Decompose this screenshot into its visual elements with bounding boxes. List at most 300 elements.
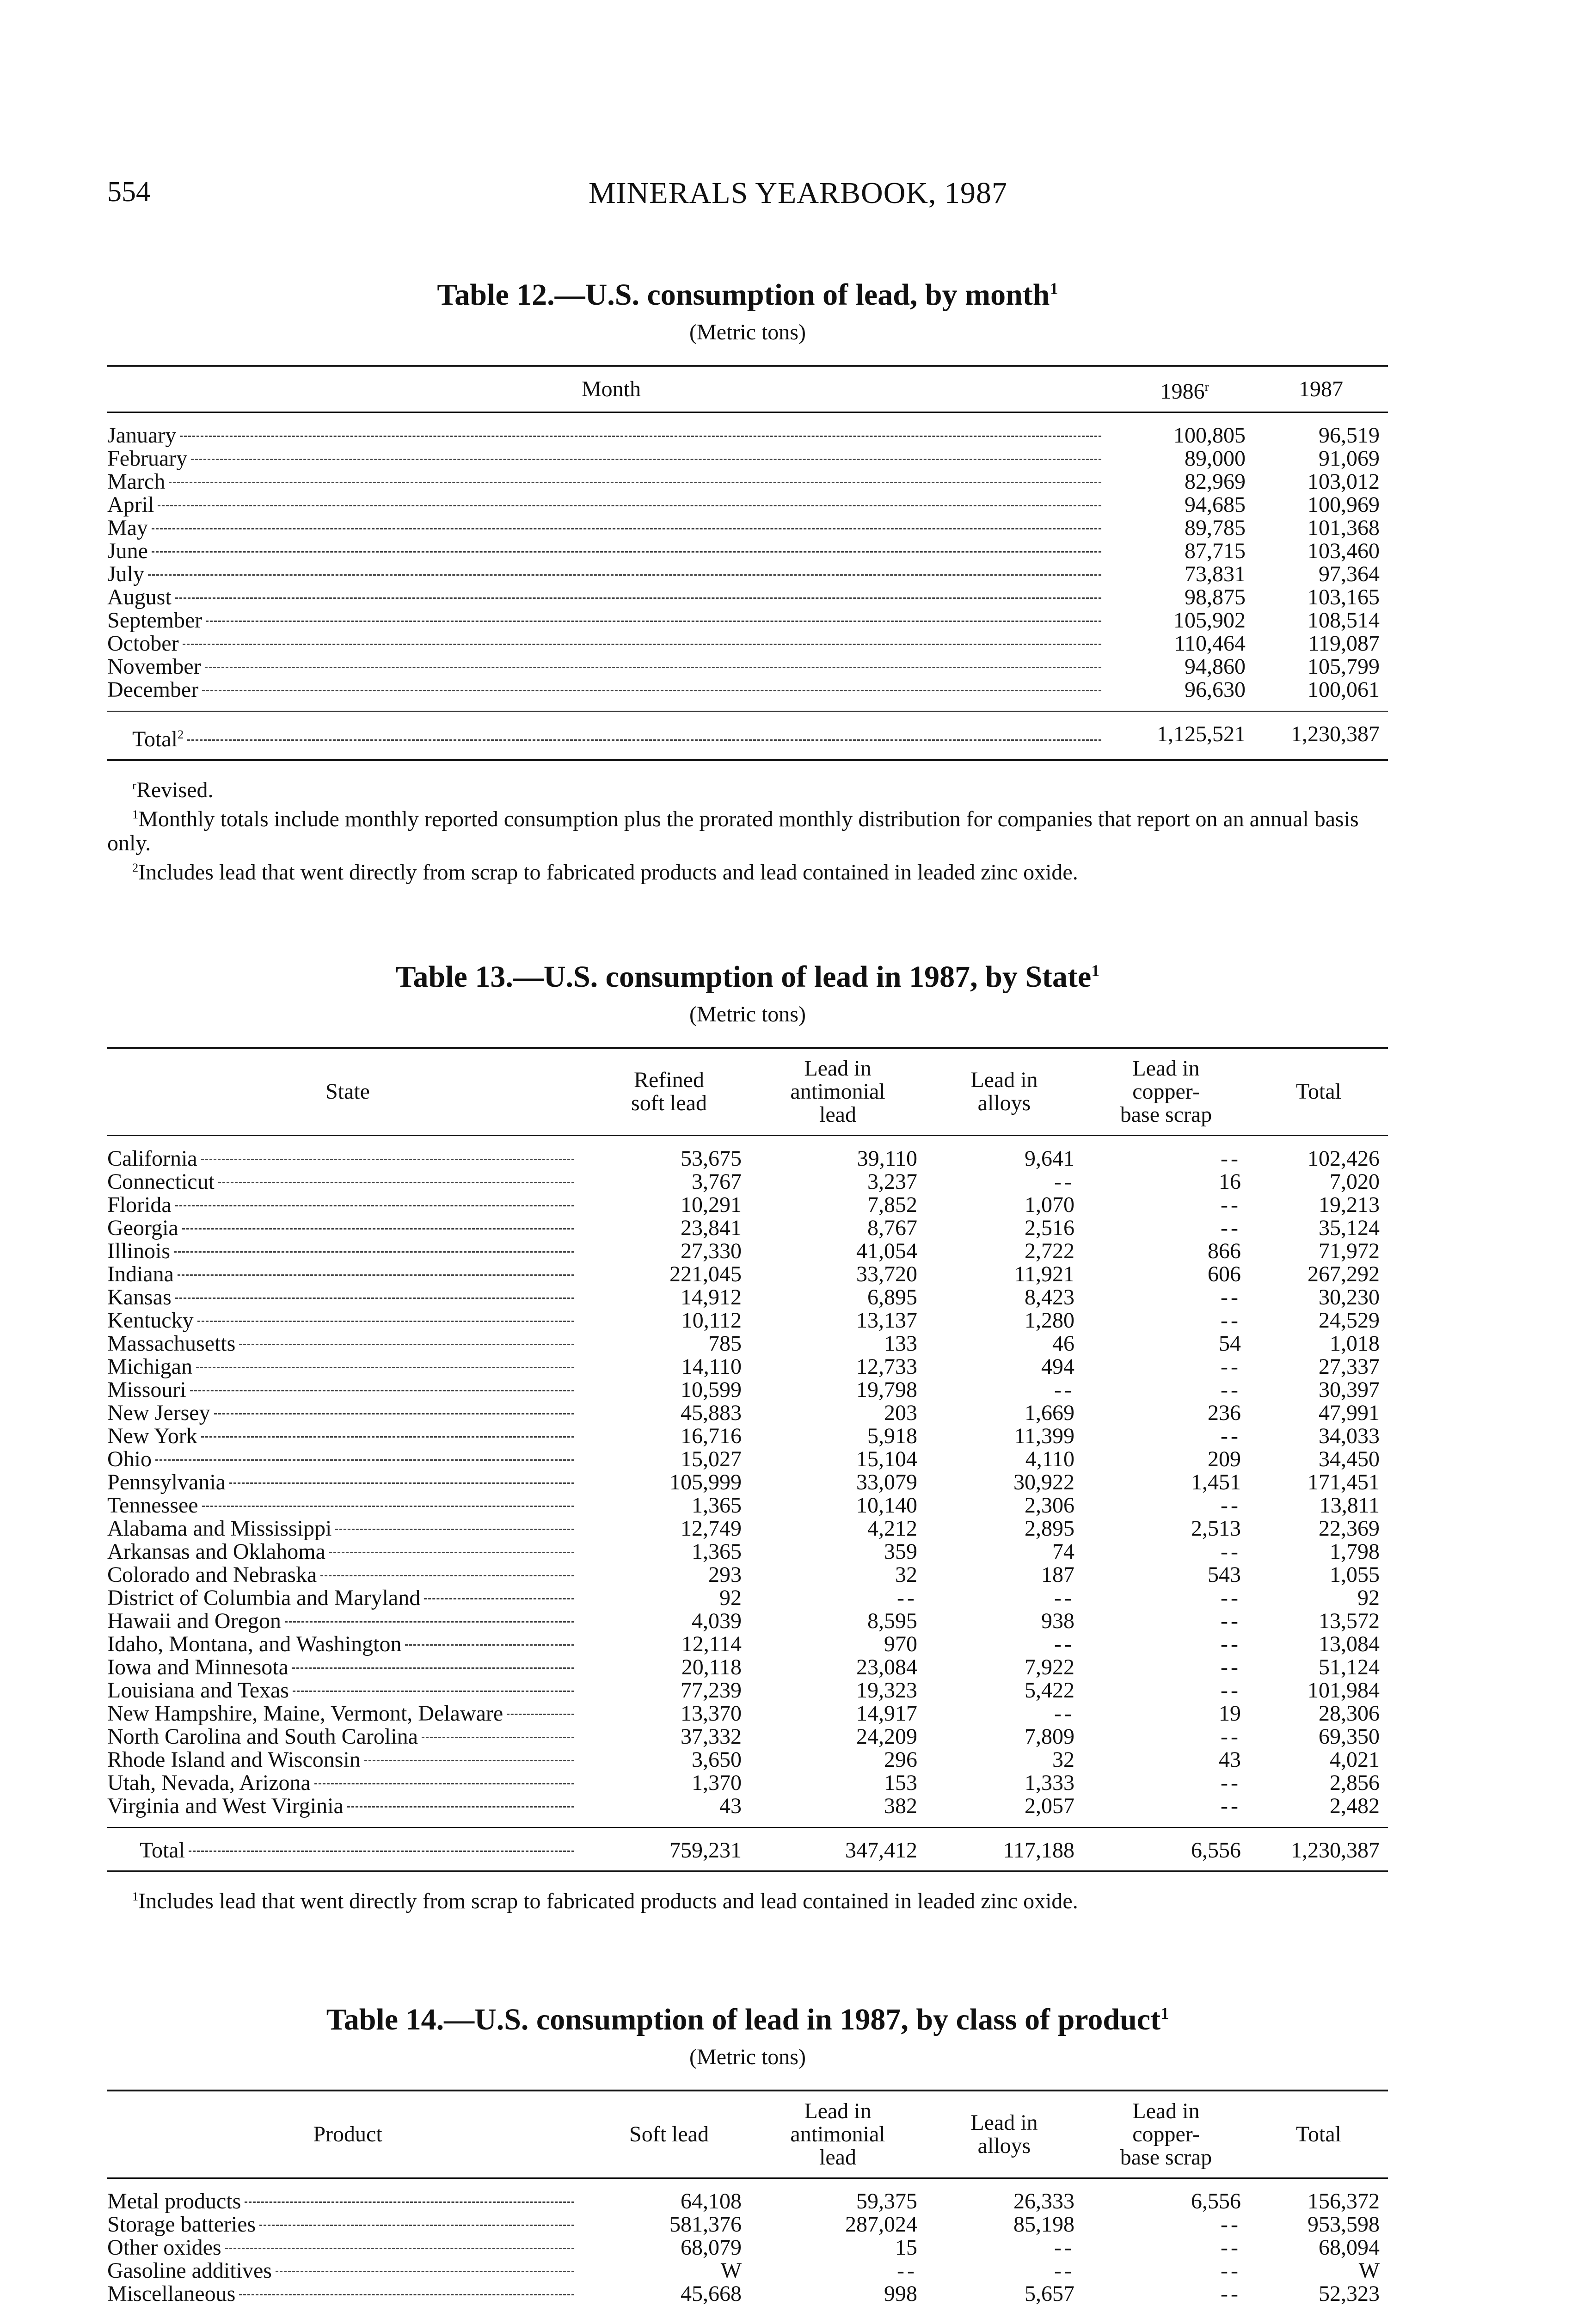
table-12-title: Table 12.—U.S. consumption of lead, by month$^1$ (437, 278, 1058, 312)
state-cell-alloys: -- (1054, 1701, 1074, 1726)
product-row (107, 2236, 1388, 2259)
table-12-grid (107, 365, 1388, 761)
state-label: Louisiana and Texas (107, 1679, 289, 1702)
state-cell-antimonial: 13,137 (856, 1308, 917, 1333)
state-label: Georgia (107, 1217, 178, 1240)
product-cell-copper: -- (1221, 2235, 1241, 2260)
state-cell-alloys: 11,921 (1014, 1262, 1074, 1286)
state-cell-copper: -- (1221, 1354, 1241, 1379)
state-cell-antimonial: 41,054 (856, 1239, 917, 1263)
month-row (107, 517, 1388, 540)
state-cell-copper: -- (1221, 1146, 1241, 1171)
product-cell-total: 68,094 (1319, 2235, 1380, 2260)
state-label: Indiana (107, 1263, 174, 1286)
state-cell-total: 267,292 (1307, 1262, 1380, 1286)
state-cell-copper: 209 (1208, 1447, 1241, 1471)
month-cell-y1986: 87,715 (1185, 539, 1246, 563)
state-row (107, 1656, 1388, 1679)
state-cell-copper: 43 (1219, 1747, 1241, 1772)
state-cell-alloys: -- (1054, 1377, 1074, 1402)
state-cell-antimonial: 296 (884, 1747, 917, 1772)
state-cell-total: 19,213 (1319, 1193, 1380, 1217)
state-cell-antimonial: 33,720 (856, 1262, 917, 1286)
state-cell-copper: -- (1221, 1678, 1241, 1703)
state-cell-antimonial: 24,209 (856, 1724, 917, 1749)
state-row (107, 1494, 1388, 1517)
state-cell-total: 13,811 (1319, 1493, 1380, 1518)
product-cell-soft: 581,376 (669, 2212, 742, 2237)
month-cell-y1987: 105,799 (1307, 654, 1380, 679)
table-12-unit: (Metric tons) (689, 320, 806, 344)
state-label: Virginia and West Virginia (107, 1795, 344, 1818)
state-cell-total: 92 (1357, 1586, 1380, 1610)
state-row (107, 1471, 1388, 1494)
month-cell-y1987: 108,514 (1307, 608, 1380, 633)
product-cell-alloys: -- (1054, 2235, 1074, 2260)
state-cell-refined: 10,599 (681, 1377, 742, 1402)
table-12 (107, 271, 1388, 885)
state-cell-refined: 3,650 (692, 1747, 742, 1772)
month-row (107, 470, 1388, 493)
month-cell-y1987: 101,368 (1307, 516, 1380, 540)
state-cell-refined: 15,027 (681, 1447, 742, 1471)
product-cell-soft: 64,108 (681, 2189, 742, 2214)
state-cell-refined: 785 (708, 1331, 742, 1356)
header-line: base scrap (1120, 2145, 1212, 2170)
month-label: July (107, 563, 145, 586)
state-cell-refined: 1,370 (692, 1771, 742, 1795)
month-cell-y1986: 98,875 (1185, 585, 1246, 609)
month-row (107, 609, 1388, 632)
state-cell-refined: 293 (708, 1562, 742, 1587)
table-13 (107, 953, 1388, 1913)
state-cell-copper: -- (1221, 1308, 1241, 1333)
state-label: Arkansas and Oklahoma (107, 1540, 325, 1563)
state-cell-antimonial: 8,595 (867, 1609, 917, 1633)
month-label: December (107, 678, 199, 702)
state-cell-refined: 10,291 (681, 1193, 742, 1217)
product-cell-copper: -- (1221, 2258, 1241, 2283)
state-row (107, 1193, 1388, 1217)
state-cell-refined: 221,045 (669, 1262, 742, 1286)
month-cell-y1987: 103,165 (1307, 585, 1380, 609)
product-row (107, 2259, 1388, 2282)
state-cell-alloys: 187 (1041, 1562, 1074, 1587)
state-cell-refined: 27,330 (681, 1239, 742, 1263)
state-cell-copper: -- (1221, 1724, 1241, 1749)
month-row (107, 586, 1388, 609)
state-row (107, 1240, 1388, 1263)
state-label: Illinois (107, 1240, 171, 1263)
state-cell-refined: 105,999 (669, 1470, 742, 1494)
state-cell-alloys: 2,722 (1025, 1239, 1074, 1263)
state-cell-total: 4,021 (1330, 1747, 1380, 1772)
state-cell-antimonial: 12,733 (856, 1354, 917, 1379)
state-row (107, 1425, 1388, 1448)
state-cell-refined: 13,370 (681, 1701, 742, 1726)
state-cell-total: 2,856 (1330, 1771, 1380, 1795)
state-cell-alloys: 74 (1052, 1539, 1074, 1564)
col-header-copper (1083, 2091, 1249, 2178)
state-cell-antimonial: 19,323 (856, 1678, 917, 1703)
state-cell-total: 30,230 (1319, 1285, 1380, 1310)
state-label: Kansas (107, 1286, 172, 1309)
state-label: Kentucky (107, 1309, 194, 1332)
state-row (107, 1586, 1388, 1610)
state-cell-copper: -- (1221, 1586, 1241, 1610)
product-cell-soft: W (720, 2258, 742, 2283)
footnote: $^1$Includes lead that went directly from scrap to fabricated products and lead contained in leaded zinc oxide. (132, 1889, 1078, 1913)
month-label: May (107, 517, 148, 540)
state-cell-antimonial: 8,767 (867, 1216, 917, 1240)
month-row (107, 540, 1388, 563)
header-line: alloys (977, 1091, 1031, 1115)
state-cell-copper: -- (1221, 1493, 1241, 1518)
state-cell-alloys: 8,423 (1025, 1285, 1074, 1310)
col-header-copper (1083, 1048, 1249, 1136)
product-cell-alloys: -- (1054, 2258, 1074, 2283)
state-cell-refined: 45,883 (681, 1401, 742, 1425)
month-cell-y1986: 89,785 (1185, 516, 1246, 540)
month-label: January (107, 423, 177, 447)
table-12-total-row: Total$^2$ 1,125,521 1,230,387 (107, 711, 1388, 760)
header-line: base scrap (1120, 1102, 1212, 1127)
state-cell-alloys: 46 (1052, 1331, 1074, 1356)
month-label: February (107, 447, 188, 470)
product-cell-total: 953,598 (1307, 2212, 1380, 2237)
state-row (107, 1795, 1388, 1827)
state-cell-copper: 866 (1208, 1239, 1241, 1263)
header-line: lead (819, 2145, 856, 2170)
col-header-refined (588, 1048, 750, 1136)
col-header-alloys (926, 1048, 1083, 1136)
state-row (107, 1540, 1388, 1563)
state-cell-alloys: -- (1054, 1632, 1074, 1656)
month-cell-y1987: 119,087 (1308, 631, 1380, 656)
state-cell-alloys: 11,399 (1014, 1424, 1074, 1448)
state-cell-alloys: 2,895 (1025, 1516, 1074, 1541)
state-cell-antimonial: 33,079 (856, 1470, 917, 1494)
state-cell-antimonial: 359 (884, 1539, 917, 1564)
state-cell-total: 1,018 (1330, 1331, 1380, 1356)
month-cell-y1986: 105,902 (1173, 608, 1246, 633)
page-number: 554 (107, 176, 150, 208)
state-cell-antimonial: 39,110 (857, 1146, 917, 1171)
state-label: Hawaii and Oregon (107, 1610, 281, 1633)
state-row (107, 1633, 1388, 1656)
product-cell-total: 52,323 (1319, 2281, 1380, 2306)
header-line: copper- (1132, 1079, 1200, 1104)
state-row (107, 1679, 1388, 1702)
state-cell-total: 35,124 (1319, 1216, 1380, 1240)
state-cell-total: 34,450 (1319, 1447, 1380, 1471)
state-cell-total: 1,055 (1330, 1562, 1380, 1587)
state-cell-antimonial: 10,140 (856, 1493, 917, 1518)
state-row (107, 1217, 1388, 1240)
state-cell-antimonial: 6,895 (867, 1285, 917, 1310)
header-line: Lead in (804, 1056, 872, 1081)
product-cell-soft: 45,668 (681, 2281, 742, 2306)
col-header-total: Total (1249, 2091, 1388, 2178)
state-cell-antimonial: 153 (884, 1771, 917, 1795)
product-label: Miscellaneous (107, 2282, 236, 2306)
state-row (107, 1332, 1388, 1355)
state-row (107, 1170, 1388, 1193)
state-cell-refined: 14,110 (681, 1354, 742, 1379)
table-13-footnotes (107, 1884, 1388, 1913)
month-cell-y1986: 96,630 (1185, 677, 1246, 702)
state-cell-alloys: 2,057 (1025, 1794, 1074, 1818)
header-line: Lead in (1132, 2099, 1200, 2123)
table-12-footnotes (107, 773, 1388, 885)
product-cell-antimonial: 287,024 (845, 2212, 917, 2237)
running-header (107, 176, 1489, 217)
state-label: Iowa and Minnesota (107, 1656, 289, 1679)
footnote: $^1$Monthly totals include monthly reported consumption plus the prorated monthly distribution for companies that report on an annual basis only. (107, 807, 1359, 855)
footnote: $^2$Includes lead that went directly from scrap to fabricated products and lead contained in leaded zinc oxide. (132, 860, 1078, 885)
month-cell-y1986: 89,000 (1185, 446, 1246, 471)
state-cell-copper: 236 (1208, 1401, 1241, 1425)
month-label: March (107, 470, 166, 493)
state-row (107, 1448, 1388, 1471)
month-label: October (107, 632, 179, 655)
month-cell-y1987: 103,012 (1307, 469, 1380, 494)
product-cell-copper: -- (1221, 2281, 1241, 2306)
state-cell-refined: 4,039 (692, 1609, 742, 1633)
month-label: June (107, 540, 148, 563)
state-cell-copper: 19 (1219, 1701, 1241, 1726)
state-cell-total: 27,337 (1319, 1354, 1380, 1379)
col-header-antimonial (750, 2091, 926, 2178)
state-row (107, 1402, 1388, 1425)
state-cell-alloys: 7,922 (1025, 1655, 1074, 1679)
state-cell-refined: 92 (719, 1586, 742, 1610)
state-cell-copper: -- (1221, 1424, 1241, 1448)
state-cell-alloys: 30,922 (1013, 1470, 1074, 1494)
state-cell-copper: -- (1221, 1539, 1241, 1564)
state-cell-alloys: 7,809 (1025, 1724, 1074, 1749)
state-cell-total: 30,397 (1319, 1377, 1380, 1402)
state-label: Connecticut (107, 1170, 215, 1193)
state-cell-total: 13,084 (1319, 1632, 1380, 1656)
footnote: $^r$Revised. (132, 778, 214, 802)
state-cell-antimonial: 15,104 (856, 1447, 917, 1471)
table-13-total-row: Total 759,231 347,412 117,188 6,556 1,230,387 (107, 1827, 1388, 1871)
state-cell-antimonial: 23,084 (856, 1655, 917, 1679)
state-cell-total: 28,306 (1319, 1701, 1380, 1726)
state-label: California (107, 1146, 197, 1170)
state-cell-antimonial: 5,918 (867, 1424, 917, 1448)
month-cell-y1987: 96,519 (1319, 423, 1380, 448)
col-header-1986: 1986$^r$ (1115, 366, 1254, 412)
state-cell-alloys: -- (1054, 1586, 1074, 1610)
state-label: Pennsylvania (107, 1471, 226, 1494)
table-13-title: Table 13.—U.S. consumption of lead in 1987, by State$^1$ (395, 960, 1100, 994)
state-label: Michigan (107, 1355, 192, 1378)
month-row (107, 678, 1388, 711)
month-cell-y1987: 97,364 (1319, 562, 1380, 586)
state-cell-alloys: 1,333 (1025, 1771, 1074, 1795)
month-label: August (107, 586, 172, 609)
month-cell-y1987: 100,061 (1307, 677, 1380, 702)
month-label: September (107, 609, 203, 632)
state-cell-copper: -- (1221, 1285, 1241, 1310)
state-cell-copper: 2,513 (1191, 1516, 1241, 1541)
product-cell-alloys: 26,333 (1013, 2189, 1074, 2214)
state-row (107, 1136, 1388, 1171)
month-row (107, 447, 1388, 470)
month-row (107, 412, 1388, 448)
state-cell-refined: 3,767 (692, 1169, 742, 1194)
month-cell-y1986: 94,860 (1185, 654, 1246, 679)
month-cell-y1987: 103,460 (1307, 539, 1380, 563)
state-label: New Hampshire, Maine, Vermont, Delaware (107, 1702, 503, 1725)
header-line: Lead in (970, 2110, 1038, 2135)
state-cell-alloys: 938 (1041, 1609, 1074, 1633)
table-14-title: Table 14.—U.S. consumption of lead in 1987, by class of product$^1$ (326, 2003, 1169, 2036)
month-cell-y1986: 110,464 (1174, 631, 1246, 656)
state-row (107, 1355, 1388, 1378)
product-cell-alloys: 5,657 (1025, 2281, 1074, 2306)
state-cell-alloys: 4,110 (1025, 1447, 1074, 1471)
state-cell-alloys: 1,669 (1025, 1401, 1074, 1425)
state-cell-alloys: 2,306 (1025, 1493, 1074, 1518)
state-label: New York (107, 1425, 197, 1448)
month-cell-y1987: 100,969 (1307, 492, 1380, 517)
state-row (107, 1748, 1388, 1771)
state-cell-total: 34,033 (1319, 1424, 1380, 1448)
header-line: soft lead (631, 1091, 707, 1115)
state-label: Utah, Nevada, Arizona (107, 1771, 311, 1795)
state-cell-copper: -- (1221, 1771, 1241, 1795)
state-label: Idaho, Montana, and Washington (107, 1633, 402, 1656)
state-cell-antimonial: 382 (884, 1794, 917, 1818)
state-row (107, 1563, 1388, 1586)
state-cell-antimonial: 203 (884, 1401, 917, 1425)
state-row (107, 1263, 1388, 1286)
month-row (107, 493, 1388, 517)
month-cell-y1986: 100,805 (1173, 423, 1246, 448)
header-line: antimonial (790, 1079, 885, 1104)
state-cell-refined: 43 (719, 1794, 742, 1818)
month-cell-y1986: 73,831 (1185, 562, 1246, 586)
product-cell-alloys: 85,198 (1013, 2212, 1074, 2237)
book-title: MINERALS YEARBOOK, 1987 (588, 176, 1008, 210)
state-row (107, 1610, 1388, 1633)
product-cell-antimonial: -- (897, 2258, 917, 2283)
month-label: April (107, 493, 154, 517)
state-label: Massachusetts (107, 1332, 236, 1355)
month-cell-y1987: 91,069 (1319, 446, 1380, 471)
header-line: antimonial (790, 2122, 885, 2146)
state-cell-refined: 1,365 (692, 1539, 742, 1564)
table-14-unit: (Metric tons) (689, 2045, 806, 2069)
header-line: Refined (634, 1068, 704, 1092)
state-label: District of Columbia and Maryland (107, 1586, 421, 1610)
state-label: Colorado and Nebraska (107, 1563, 317, 1586)
col-header-total: Total (1249, 1048, 1388, 1136)
state-cell-refined: 53,675 (681, 1146, 742, 1171)
product-cell-antimonial: 59,375 (856, 2189, 917, 2214)
header-line: Lead in (1132, 1056, 1200, 1081)
col-header-alloys (926, 2091, 1083, 2178)
product-cell-copper: -- (1221, 2212, 1241, 2237)
product-cell-total: W (1358, 2258, 1380, 2283)
table-14 (107, 1995, 1388, 2312)
table-13-grid (107, 1047, 1388, 1872)
month-row (107, 632, 1388, 655)
table-13-unit: (Metric tons) (689, 1002, 806, 1027)
state-cell-total: 47,991 (1319, 1401, 1380, 1425)
header-line: copper- (1132, 2122, 1200, 2146)
state-row (107, 1725, 1388, 1748)
state-cell-copper: 543 (1208, 1562, 1241, 1587)
state-row (107, 1309, 1388, 1332)
state-cell-refined: 77,239 (681, 1678, 742, 1703)
col-header-1987: 1987 (1254, 366, 1388, 412)
state-cell-total: 171,451 (1307, 1470, 1380, 1494)
state-cell-total: 69,350 (1319, 1724, 1380, 1749)
state-cell-total: 24,529 (1319, 1308, 1380, 1333)
state-cell-copper: 54 (1219, 1331, 1241, 1356)
state-cell-refined: 10,112 (681, 1308, 742, 1333)
state-cell-antimonial: -- (897, 1586, 917, 1610)
state-cell-alloys: 32 (1052, 1747, 1074, 1772)
state-label: New Jersey (107, 1402, 210, 1425)
state-cell-antimonial: 14,917 (856, 1701, 917, 1726)
state-cell-copper: -- (1221, 1794, 1241, 1818)
state-label: Missouri (107, 1378, 186, 1402)
state-cell-antimonial: 133 (884, 1331, 917, 1356)
state-label: Florida (107, 1193, 172, 1217)
month-row (107, 563, 1388, 586)
state-cell-copper: -- (1221, 1216, 1241, 1240)
state-cell-alloys: 5,422 (1025, 1678, 1074, 1703)
state-cell-antimonial: 19,798 (856, 1377, 917, 1402)
state-cell-alloys: 1,070 (1025, 1193, 1074, 1217)
month-cell-y1986: 82,969 (1185, 469, 1246, 494)
state-cell-antimonial: 970 (884, 1632, 917, 1656)
product-cell-copper: 6,556 (1191, 2189, 1241, 2214)
state-label: Alabama and Mississippi (107, 1517, 332, 1540)
state-cell-refined: 20,118 (681, 1655, 742, 1679)
state-cell-total: 102,426 (1307, 1146, 1380, 1171)
state-row (107, 1286, 1388, 1309)
col-header-antimonial (750, 1048, 926, 1136)
header-line: Lead in (970, 1068, 1038, 1092)
month-cell-y1986: 94,685 (1185, 492, 1246, 517)
state-cell-antimonial: 4,212 (867, 1516, 917, 1541)
state-cell-copper: -- (1221, 1609, 1241, 1633)
state-cell-antimonial: 32 (895, 1562, 917, 1587)
month-row (107, 655, 1388, 678)
state-cell-total: 2,482 (1330, 1794, 1380, 1818)
product-cell-soft: 68,079 (681, 2235, 742, 2260)
state-row (107, 1771, 1388, 1795)
state-row (107, 1378, 1388, 1402)
col-header-month: Month (107, 366, 1115, 412)
state-cell-copper: 606 (1208, 1262, 1241, 1286)
state-cell-refined: 37,332 (681, 1724, 742, 1749)
state-cell-refined: 1,365 (692, 1493, 742, 1518)
product-label: Gasoline additives (107, 2259, 272, 2282)
product-cell-total: 156,372 (1307, 2189, 1380, 2214)
month-label: November (107, 655, 201, 678)
state-cell-total: 7,020 (1330, 1169, 1380, 1194)
state-cell-copper: -- (1221, 1193, 1241, 1217)
state-cell-copper: -- (1221, 1632, 1241, 1656)
state-cell-alloys: 9,641 (1025, 1146, 1074, 1171)
